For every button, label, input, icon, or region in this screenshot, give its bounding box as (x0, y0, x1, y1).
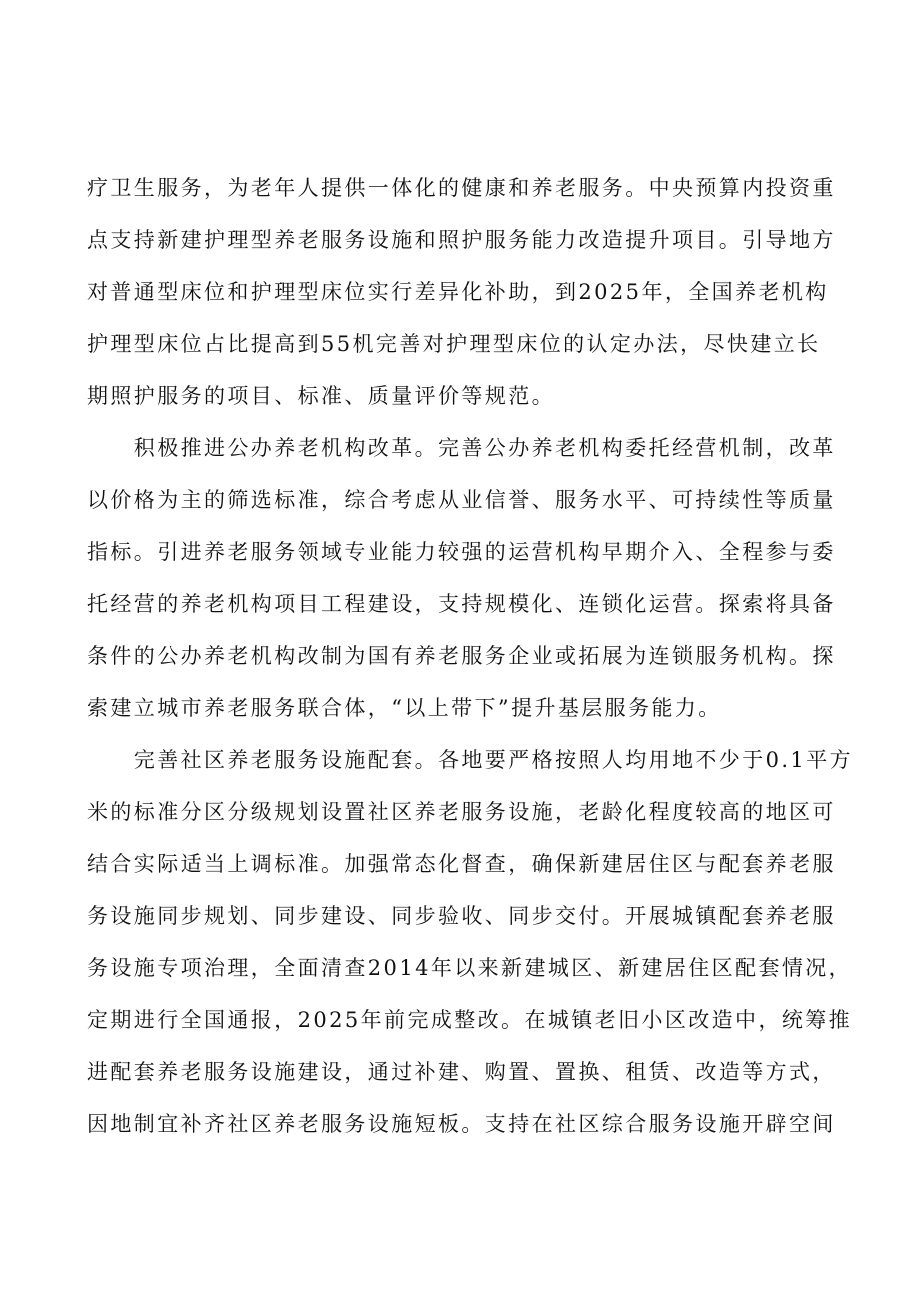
paragraph-public-institution-reform (87, 426, 857, 738)
text-line: 结合实际适当上调标准。加强常态化督查，确保新建居住区与配套养老服 (87, 852, 836, 876)
text-line: 务设施同步规划、同步建设、同步验收、同步交付。开展城镇配套养老服 (87, 904, 836, 928)
text-line: 点支持新建护理型养老服务设施和照护服务能力改造提升项目。引导地方 (87, 228, 836, 252)
text-line: 因地制宜补齐社区养老服务设施短板。支持在社区综合服务设施开辟空间 (87, 1112, 836, 1136)
text-line: 疗卫生服务，为老年人提供一体化的健康和养老服务。中央预算内投资重 (87, 176, 836, 200)
document-body (87, 166, 857, 1154)
text-line: 以价格为主的筛选标准，综合考虑从业信誉、服务水平、可持续性等质量 (87, 488, 836, 512)
text-line: 条件的公办养老机构改制为国有养老服务企业或拓展为连锁服务机构。探 (87, 644, 836, 668)
text-line: 进配套养老服务设施建设，通过补建、购置、置换、租赁、改造等方式， (87, 1060, 836, 1084)
text-line: 务设施专项治理，全面清查2014年以来新建城区、新建居住区配套情况， (87, 956, 853, 980)
text-line: 护理型床位占比提高到55机完善对护理型床位的认定办法，尽快建立长 (87, 332, 821, 356)
paragraph-community-facilities (87, 738, 857, 1154)
text-line: 索建立城市养老服务联合体，“以上带下”提升基层服务能力。 (87, 696, 722, 720)
text-line: 指标。引进养老服务领域专业能力较强的运营机构早期介入、全程参与委 (87, 540, 836, 564)
text-line: 定期进行全国通报，2025年前完成整改。在城镇老旧小区改造中，统筹推 (87, 1008, 853, 1032)
text-line: 积极推进公办养老机构改革。完善公办养老机构委托经营机制，改革 (87, 436, 836, 460)
text-line: 对普通型床位和护理型床位实行差异化补助，到2025年，全国养老机构 (87, 280, 829, 304)
text-line: 期照护服务的项目、标准、质量评价等规范。 (87, 384, 555, 408)
text-line: 托经营的养老机构项目工程建设，支持规模化、连锁化运营。探索将具备 (87, 592, 836, 616)
text-line: 完善社区养老服务设施配套。各地要严格按照人均用地不少于0.1平方 (87, 748, 853, 772)
text-line: 米的标准分区分级规划设置社区养老服务设施，老龄化程度较高的地区可 (87, 800, 836, 824)
paragraph-nursing-beds (87, 166, 857, 426)
